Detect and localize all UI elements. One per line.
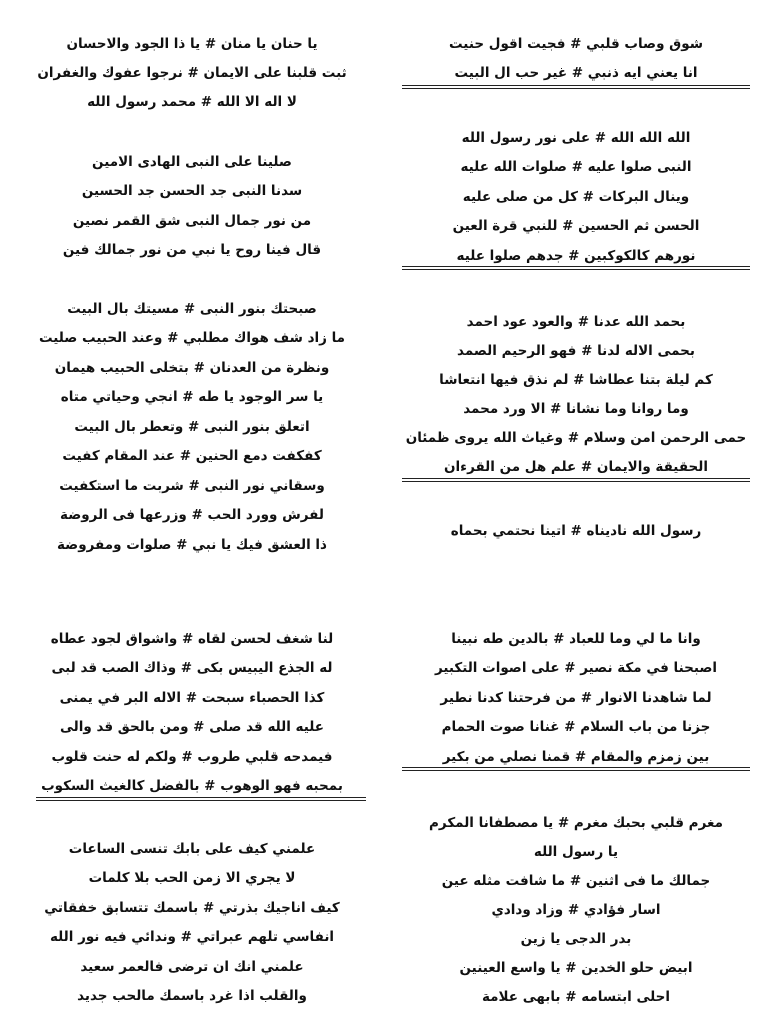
- poem-line: لما شاهدنا الانوار # من فرحتنا كدنا نطير: [440, 690, 712, 706]
- poem-line: بين زمزم والمقام # قمنا نصلي من بكير: [442, 749, 710, 765]
- poem-line: فيمدحه قلبي طروب # ولكم له حنت قلوب: [51, 749, 333, 765]
- poem-line: يا سر الوجود يا طه # انجي وحياتي متاه: [60, 389, 324, 405]
- poem-line: مغرم قلبي بحبك مغرم # يا مصطفانا المكرم: [429, 815, 723, 831]
- poem-line: بمحبه فهو الوهوب # بالفضل كالغيث السكوب: [41, 778, 343, 794]
- poem-line: كذا الحصباء سبحت # الاله البر في يمنى: [59, 690, 325, 706]
- poem-line: لفرش وورد الحب # وزرعها فى الروضة: [60, 507, 324, 523]
- section-divider: [402, 266, 750, 270]
- poem-line: علمني انك ان ترضى فالعمر سعيد: [80, 959, 304, 975]
- poem-line: جزنا من باب السلام # غنانا صوت الحمام: [441, 719, 711, 735]
- poem-line: كم ليلة بتنا عطاشا # لم نذق فيها انتعاشا: [439, 372, 713, 388]
- poem-line: بحمى الاله لدنا # فهو الرحيم الصمد: [457, 343, 695, 359]
- poem-line: وينال البركات # كل من صلى عليه: [462, 189, 690, 205]
- poem-line: له الجذع اليبيس بكى # وذاك الصب قد لبى: [51, 660, 333, 676]
- poem-line: الله الله الله # على نور رسول الله: [461, 130, 691, 146]
- poem-line: والقلب اذا غرد باسمك مالحب جديد: [77, 988, 307, 1004]
- poem-line: شوق وصاب قلبي # فجيت اقول حنيت: [449, 36, 703, 52]
- section-divider: [402, 767, 750, 771]
- poem-line: ونظرة من العدنان # بتخلى الحبيب هيمان: [54, 360, 330, 376]
- poem-line: عليه الله قد صلى # ومن بالحق قد والى: [60, 719, 324, 735]
- poem-line: حمى الرحمن امن وسلام # وغياث الله يروى ظمئان: [405, 430, 747, 446]
- poem-line: الحسن ثم الحسين # للنبي قرة العين: [452, 218, 700, 234]
- poem-line: جمالك ما فى اثنين # ما شافت مثله عين: [441, 873, 711, 889]
- poem-line: اسار فؤادي # وزاد ودادي: [491, 902, 661, 918]
- poem-line: الحقيقة والايمان # علم هل من القرءان: [444, 459, 708, 475]
- poem-line: النبى صلوا عليه # صلوات الله عليه: [460, 159, 692, 175]
- poem-line: صبحتك بنور النبى # مسيتك بال البيت: [67, 301, 317, 317]
- poem-line: ذا العشق فيك يا نبي # صلوات ومفروضة: [57, 537, 327, 553]
- poem-line: سدنا النبى جد الحسن جد الحسين: [81, 183, 303, 199]
- poem-line: لا يجري الا زمن الحب بلا كلمات: [88, 870, 296, 886]
- poem-line: انفاسي تلهم عبراتي # وندائي فيه نور الله: [49, 929, 335, 945]
- poem-line: وانا ما لي وما للعباد # بالدين طه نبينا: [451, 631, 701, 647]
- poem-line: لنا شغف لحسن لقاه # واشواق لجود عطاه: [50, 631, 334, 647]
- poem-line: رسول الله ناديناه # اتينا نحتمي بحماه: [450, 523, 702, 539]
- poem-line: كفكفت دمع الحنين # عند المقام كفيت: [62, 448, 322, 464]
- poem-line: قال فينا روح يا نبي من نور جمالك فين: [62, 242, 322, 258]
- section-divider: [402, 85, 750, 89]
- poem-line: انا يعني ايه ذنبي # غير حب ال البيت: [454, 65, 698, 81]
- poem-line: نورهم كالكوكبين # جدهم صلوا عليه: [456, 248, 696, 264]
- poem-line: بدر الدجى يا زين: [520, 931, 632, 947]
- poem-line: وسقاني نور النبى # شربت ما استكفيت: [59, 478, 325, 494]
- section-divider: [402, 478, 750, 482]
- poem-line: يا حنان يا منان # يا ذا الجود والاحسان: [66, 36, 318, 52]
- poem-line: يا رسول الله: [533, 844, 619, 860]
- poem-line: اصبحنا في مكة نصير # على اصوات التكبير: [434, 660, 718, 676]
- poem-line: صلينا على النبى الهادى الامين: [92, 154, 292, 170]
- section-divider: [36, 797, 366, 801]
- poem-line: كيف اناجيك بذرتي # باسمك تتسابق خفقاتي: [44, 900, 340, 916]
- right-column: [384, 0, 768, 1024]
- poem-line: ما زاد شف هواك مطلبي # وعند الحبيب صليت: [38, 330, 346, 346]
- poem-line: لا اله الا الله # محمد رسول الله: [87, 94, 297, 110]
- poem-line: ابيض حلو الخدين # يا واسع العينين: [459, 960, 693, 976]
- poem-line: بحمد الله عدنا # والعود عود احمد: [466, 314, 686, 330]
- poem-line: اتعلق بنور النبى # وتعطر بال البيت: [74, 419, 310, 435]
- poem-line: علمني كيف على بابك تنسى الساعات: [68, 841, 316, 857]
- poem-line: من نور جمال النبى شق القمر نصين: [72, 213, 312, 229]
- poem-line: ثبت قلبنا على الايمان # نرجوا عفوك والغفران: [37, 65, 347, 81]
- poem-line: احلى ابتسامه # بابهى علامة: [482, 989, 670, 1005]
- poem-line: وما روانا وما نشانا # الا ورد محمد: [463, 401, 689, 417]
